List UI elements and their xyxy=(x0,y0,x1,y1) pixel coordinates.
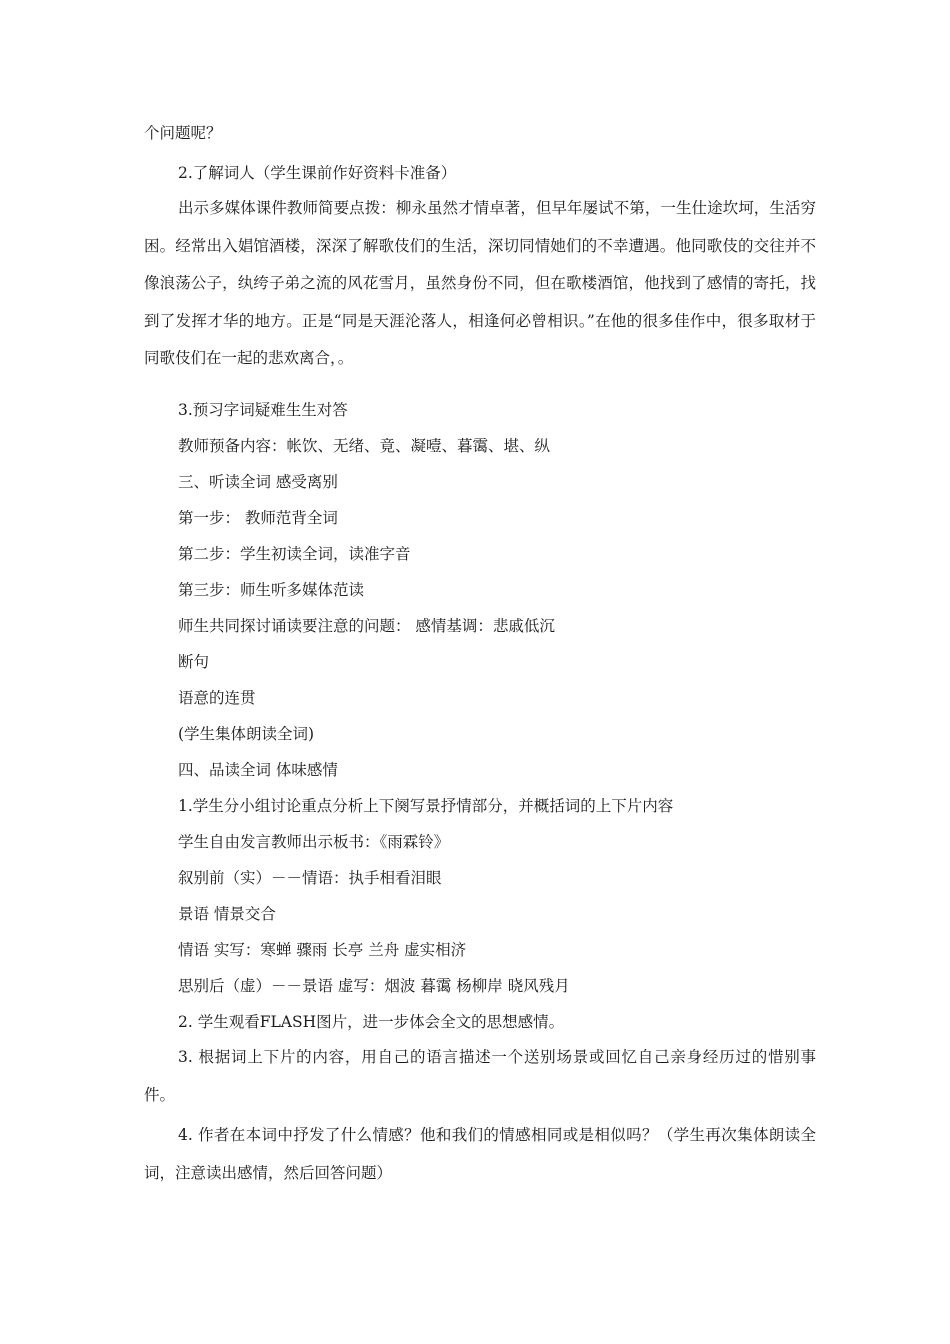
paragraph-board-line-2: 景语 情景交合 xyxy=(178,905,276,923)
paragraph-item-2: 2.了解词人（学生课前作好资料卡准备） xyxy=(178,164,457,182)
paragraph-board-line-1: 叙别前（实）－－情语：执手相看泪眼 xyxy=(178,869,442,887)
paragraph-discussion-1: 1.学生分小组讨论重点分析上下阕写景抒情部分，并概括词的上下片内容 xyxy=(178,797,674,815)
paragraph-coherence: 语意的连贯 xyxy=(178,689,256,707)
paragraph-continuation: 个问题呢？ xyxy=(144,124,222,142)
paragraph-reading-notes: 师生共同探讨诵读要注意的问题： 感情基调：悲戚低沉 xyxy=(178,617,555,635)
paragraph-board-title: 学生自由发言教师出示板书：《雨霖铃》 xyxy=(178,833,450,851)
paragraph-step-2: 第二步：学生初读全词，读准字音 xyxy=(178,545,411,563)
paragraph-group-reading: (学生集体朗读全词) xyxy=(178,725,315,743)
paragraph-poet-intro: 出示多媒体课件教师简要点拨：柳永虽然才情卓著，但早年屡试不第，一生仕途坎坷，生活穷困。经常出入娼馆酒楼，深深了解歌伎们的生活，深切同情她们的不幸遭遇。他同歌伎的交往并不像浪荡公子，纨绔子弟之流的风花雪月，虽然身份不同，但在歌楼酒馆，他找到了感情的寄托，找到了发挥才华的地方。正是“同是天涯沦落人，相逢何必曾相识。”在他的很多佳作中，很多取材于同歌伎们在一起的悲欢离合，。 xyxy=(144,199,816,367)
paragraph-sentence-break: 断句 xyxy=(178,653,210,671)
section-heading-4: 四、品读全词 体味感情 xyxy=(178,761,338,779)
paragraph-board-line-3: 情语 实写：寒蝉 骤雨 长亭 兰舟 虚实相济 xyxy=(178,941,467,959)
paragraph-step-1: 第一步： 教师范背全词 xyxy=(178,509,338,527)
paragraph-item-describe: 3. 根据词上下片的内容，用自己的语言描述一个送别场景或回忆自己亲身经历过的惜别事件。 xyxy=(144,1048,816,1104)
paragraph-item-flash: 2. 学生观看FLASH图片，进一步体会全文的思想感情。 xyxy=(178,1013,565,1031)
paragraph-board-line-4: 思别后（虚）－－景语 虚写：烟波 暮霭 杨柳岸 晓风残月 xyxy=(178,977,570,995)
paragraph-step-3: 第三步：师生听多媒体范读 xyxy=(178,581,365,599)
paragraph-item-3: 3.预习字词疑难生生对答 xyxy=(178,401,348,419)
section-heading-3: 三、听读全词 感受离别 xyxy=(178,473,338,491)
paragraph-item-emotion: 4. 作者在本词中抒发了什么情感？他和我们的情感相同或是相似吗？（学生再次集体朗读全词，注意读出感情，然后回答问题） xyxy=(144,1126,816,1182)
paragraph-teacher-prep: 教师预备内容：帐饮、无绪、竟、凝噎、暮霭、堪、纵 xyxy=(178,437,551,455)
